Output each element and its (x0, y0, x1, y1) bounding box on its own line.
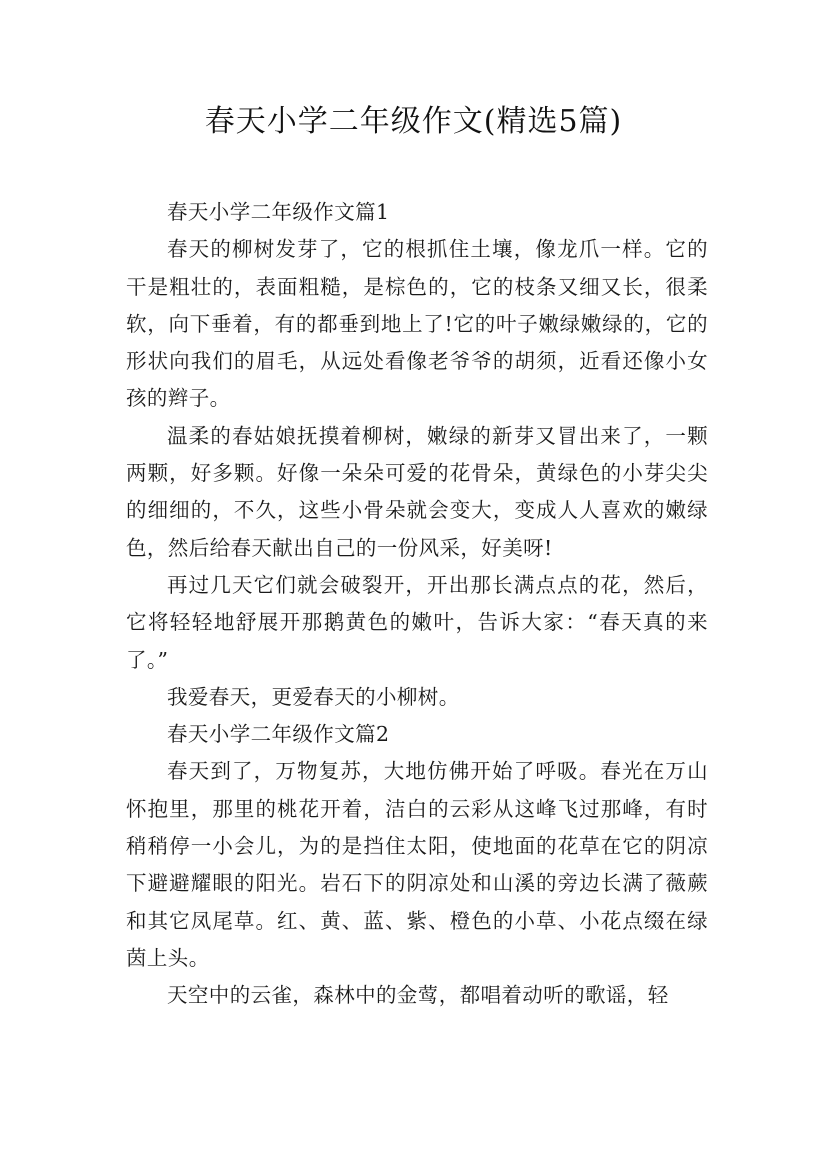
page-title: 春天小学二年级作文(精选5篇) (204, 104, 623, 139)
paragraph: 再过几天它们就会破裂开，开出那长满点点的花，然后，它将轻轻地舒展开那鹅黄色的嫩叶，告诉大家：“春天真的来了。” (126, 572, 708, 672)
paragraph: 春天的柳树发芽了，它的根抓住土壤，像龙爪一样。它的干是粗壮的，表面粗糙，是棕色的，它的枝条又细又长，很柔软，向下垂着，有的都垂到地上了!它的叶子嫩绿嫩绿的，它的形状向我们的眉毛，从远处看像老爷爷的胡须，近看还像小女孩的辫子。 (126, 237, 708, 411)
paragraph: 温柔的春姑娘抚摸着柳树，嫩绿的新芽又冒出来了，一颗两颗，好多颗。好像一朵朵可爱的花骨朵，黄绿色的小芽尖尖的细细的，不久，这些小骨朵就会变大，变成人人喜欢的嫩绿色，然后给春天献出自己的一份风采，好美呀! (126, 423, 708, 560)
paragraph: 春天到了，万物复苏，大地仿佛开始了呼吸。春光在万山怀抱里，那里的桃花开着，洁白的云彩从这峰飞过那峰，有时稍稍停一小会儿，为的是挡住太阳，使地面的花草在它的阴凉下避避耀眼的阳光。岩石下的阴凉处和山溪的旁边长满了薇蕨和其它凤尾草。红、黄、蓝、紫、橙色的小草、小花点缀在绿茵上头。 (126, 759, 708, 970)
paragraph: 天空中的云雀，森林中的金莺，都唱着动听的歌谣，轻 (167, 983, 669, 1008)
section-heading: 春天小学二年级作文篇1 (167, 200, 390, 224)
document-body (126, 194, 708, 1015)
paragraph: 我爱春天，更爱春天的小柳树。 (167, 684, 460, 709)
section-heading: 春天小学二年级作文篇2 (167, 722, 390, 747)
